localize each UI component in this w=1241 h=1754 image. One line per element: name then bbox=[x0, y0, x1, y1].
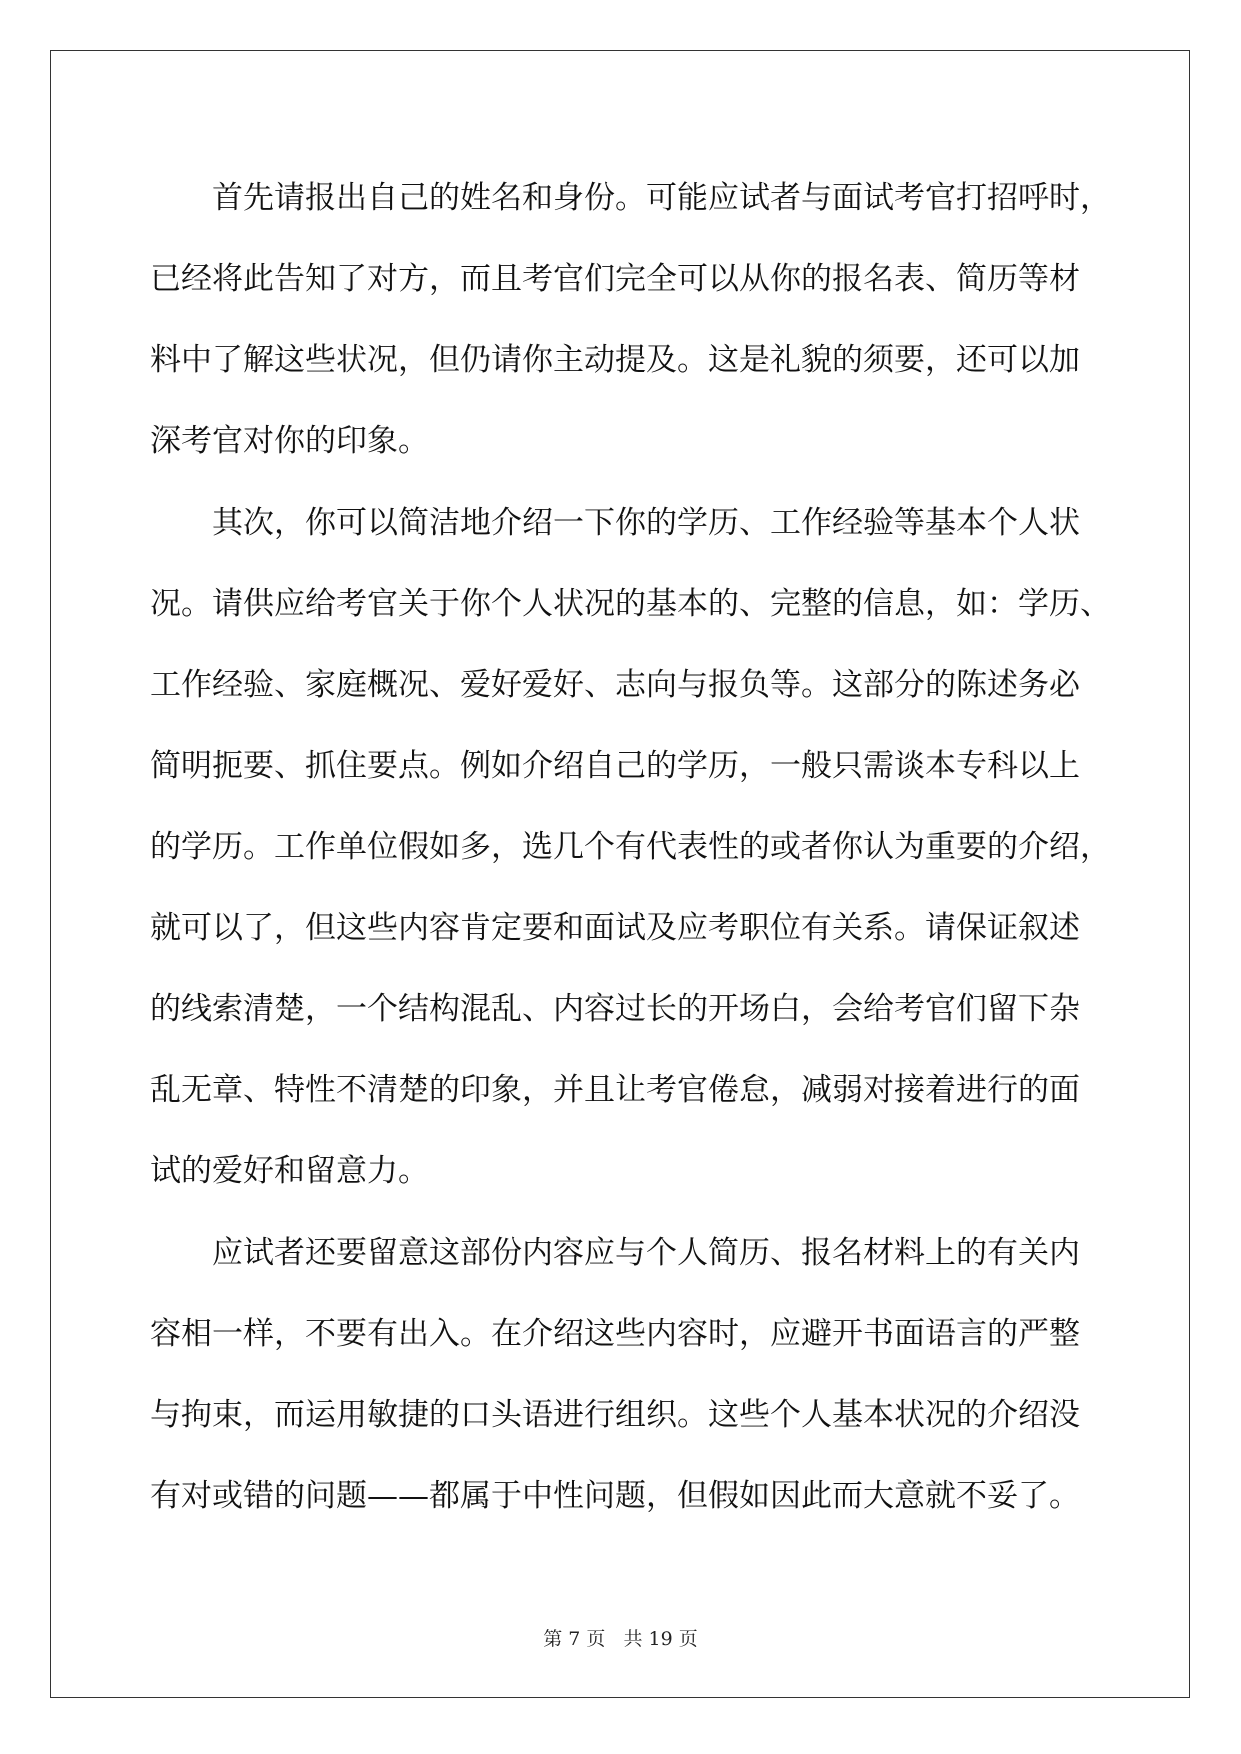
text-line: 已经将此告知了对方，而且考官们完全可以从你的报名表、简历等材 bbox=[150, 261, 1080, 297]
text-line: 就可以了，但这些内容肯定要和面试及应考职位有关系。请保证叙述 bbox=[150, 910, 1080, 946]
text-line: 乱无章、特性不清楚的印象，并且让考官倦怠，减弱对接着进行的面 bbox=[150, 1072, 1080, 1108]
text-line: 的学历。工作单位假如多，选几个有代表性的或者你认为重要的介绍， bbox=[150, 829, 1111, 865]
text-line: 其次，你可以简洁地介绍一下你的学历、工作经验等基本个人状 bbox=[212, 505, 1080, 541]
text-line: 首先请报出自己的姓名和身份。可能应试者与面试考官打招呼时， bbox=[212, 180, 1111, 216]
text-line: 深考官对你的印象。 bbox=[150, 423, 429, 459]
document-body bbox=[150, 158, 1111, 1538]
page-total: 共 19 页 bbox=[623, 1628, 698, 1650]
text-line: 试的爱好和留意力。 bbox=[150, 1153, 429, 1189]
text-line: 况。请供应给考官关于你个人状况的基本的、完整的信息，如：学历、 bbox=[150, 586, 1111, 622]
page-footer bbox=[0, 1624, 1241, 1651]
paragraph-2 bbox=[150, 483, 1111, 1212]
paragraph-3 bbox=[150, 1213, 1098, 1537]
paragraph-1 bbox=[150, 158, 1111, 482]
text-line: 简明扼要、抓住要点。例如介绍自己的学历，一般只需谈本专科以上 bbox=[150, 748, 1080, 784]
text-line: 工作经验、家庭概况、爱好爱好、志向与报负等。这部分的陈述务必 bbox=[150, 667, 1080, 703]
text-line: 的线索清楚，一个结构混乱、内容过长的开场白，会给考官们留下杂 bbox=[150, 991, 1080, 1027]
text-line: 有对或错的问题——都属于中性问题，但假如因此而大意就不妥了。 bbox=[150, 1478, 1080, 1514]
text-line: 料中了解这些状况，但仍请你主动提及。这是礼貌的须要，还可以加 bbox=[150, 342, 1080, 378]
text-line: 容相一样，不要有出入。在介绍这些内容时，应避开书面语言的严整 bbox=[150, 1316, 1080, 1352]
text-line: 与拘束，而运用敏捷的口头语进行组织。这些个人基本状况的介绍没 bbox=[150, 1397, 1080, 1433]
text-line: 应试者还要留意这部份内容应与个人简历、报名材料上的有关内 bbox=[212, 1235, 1080, 1271]
page-number: 第 7 页 bbox=[543, 1628, 606, 1650]
